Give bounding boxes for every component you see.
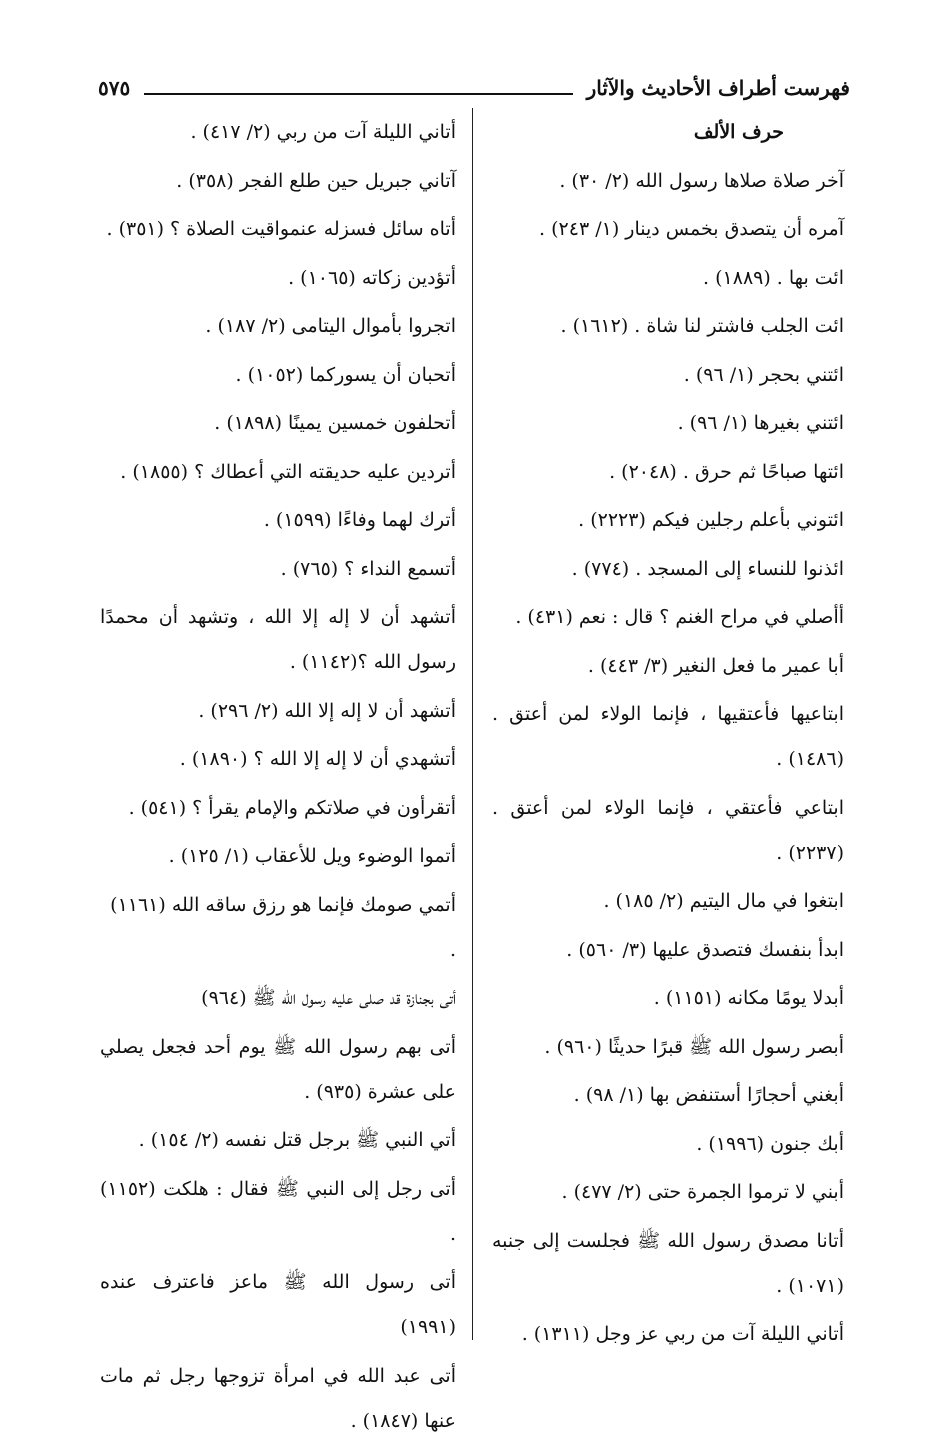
index-entry: آتاني جبريل حين طلع الفجر (٣٥٨) . — [176, 169, 456, 192]
index-entry: ابتغوا في مال اليتيم (٢/ ١٨٥) . — [603, 890, 844, 912]
index-entry: أتؤدين زكاته (١٠٦٥) . — [288, 266, 456, 289]
index-entry: أبني لا ترموا الجمرة حتى (٢/ ٤٧٧) . — [561, 1181, 844, 1203]
index-entry: آمره أن يتصدق بخمس دينار (١/ ٢٤٣) . — [539, 218, 844, 240]
index-entry: أتردين عليه حديقته التي أعطاك ؟ (١٨٥٥) . — [120, 460, 456, 483]
index-entry: أتقرأون في صلاتكم والإمام يقرأ ؟ (٥٤١) . — [128, 796, 456, 819]
index-entry: أأصلي في مراح الغنم ؟ قال : نعم (٤٣١) . — [515, 606, 844, 628]
index-entry: ابتاعيها فأعتقيها ، فإنما الولاء لمن أعتق . (١٤٨٦) . — [492, 703, 844, 770]
index-entry: أتشهدي أن لا إله إلا الله ؟ (١٨٩٠) . — [179, 748, 456, 770]
index-entry: أبا عمير ما فعل النغير (٣/ ٤٤٣) . — [587, 654, 844, 677]
index-entry: أبدلا يومًا مكانه (١١٥١) . — [653, 987, 844, 1009]
index-entry: أتموا الوضوء ويل للأعقاب (١/ ١٢٥) . — [168, 845, 456, 867]
index-entry: أتى بجنازة قد صلى عليه رسول الله ﷺ (٩٦٤) — [201, 987, 456, 1009]
index-entry: أتشهد أن لا إله إلا الله ، وتشهد أن محمدًا رسول الله ؟(١١٤٢) . — [100, 606, 456, 673]
index-entry: ائذنوا للنساء إلى المسجد . (٧٧٤) . — [571, 557, 844, 580]
index-entry: ائتني بحجر (١/ ٩٦) . — [683, 363, 844, 386]
index-entry: أتاني الليلة آت من ربي (٢/ ٤١٧) . — [190, 121, 456, 143]
index-entry: ابتاعي فأعتقي ، فإنما الولاء لمن أعتق . (٢٢٣٧) . — [492, 796, 844, 864]
index-entry: أتى رسول الله ﷺ ماعز فاعترف عنده (١٩٩١) — [100, 1271, 456, 1338]
index-entry: أترك لهما وفاءًا (١٥٩٩) . — [263, 509, 456, 531]
index-entry: ابدأ بنفسك فتصدق عليها (٣/ ٥٦٠) . — [566, 938, 844, 961]
left-entry-list — [100, 110, 456, 1444]
index-entry: أتمي صومك فإنما هو رزق ساقه الله (١١٦١) . — [110, 893, 456, 961]
index-entry: ائت الجلب فاشتر لنا شاة . (١٦١٢) . — [560, 315, 844, 337]
index-entry: أتى رجل إلى النبي ﷺ فقال : هلكت (١١٥٢) . — [100, 1177, 456, 1245]
index-entry: ائتني بغيرها (١/ ٩٦) . — [677, 412, 844, 434]
page-number: ٥٧٥ — [98, 76, 131, 100]
index-entry: اتجروا بأموال اليتامى (٢/ ١٨٧) . — [205, 315, 456, 337]
header-rule — [144, 93, 572, 95]
index-entry: أبك جنون (١٩٩٦) . — [696, 1132, 844, 1155]
index-entry: أتي النبي ﷺ برجل قتل نفسه (٢/ ١٥٤) . — [138, 1129, 456, 1151]
index-entry: ائتها صباحًا ثم حرق . (٢٠٤٨) . — [609, 460, 844, 483]
index-entry: أتحلفون خمسين يمينًا (١٨٩٨) . — [214, 412, 456, 434]
index-entry: آخر صلاة صلاها رسول الله (٢/ ٣٠) . — [559, 169, 844, 192]
index-entry: ائتوني بأعلم رجلين فيكم (٢٢٢٣) . — [578, 509, 844, 531]
index-entry: أتسمع النداء ؟ (٧٦٥) . — [280, 557, 456, 580]
index-entry: ائت بها . (١٨٨٩) . — [703, 266, 844, 289]
index-entry: أبصر رسول الله ﷺ قبرًا حديثًا (٩٦٠) . — [544, 1035, 844, 1058]
right-column — [492, 110, 844, 1361]
index-entry: أتحبان أن يسوركما (١٠٥٢) . — [235, 363, 456, 386]
index-entry: أتاه سائل فسزله عنمواقيت الصلاة ؟ (٣٥١) . — [106, 218, 456, 240]
right-entry-list — [492, 159, 844, 1358]
header-title: فهرست أطراف الأحاديث والآثار — [586, 76, 850, 100]
column-divider — [472, 108, 473, 1340]
running-header — [98, 70, 850, 106]
index-entry: أتشهد أن لا إله إلا الله (٢/ ٢٩٦) . — [198, 699, 456, 722]
index-entry: أبغني أحجارًا أستنفض بها (١/ ٩٨) . — [573, 1084, 844, 1106]
index-entry: أتى عبد الله في امرأة تزوجها رجل ثم مات عنها (١٨٤٧) . — [100, 1364, 456, 1432]
left-column — [100, 110, 456, 1447]
index-entry: أتاني الليلة آت من ربي عز وجل (١٣١١) . — [521, 1323, 844, 1345]
section-heading: حرف الألف — [693, 121, 784, 143]
index-entry: أتانا مصدق رسول الله ﷺ فجلست إلى جنبه (١٠٧١) . — [492, 1229, 844, 1297]
index-entry: أتى بهم رسول الله ﷺ يوم أحد فجعل يصلي على عشرة (٩٣٥) . — [100, 1035, 456, 1103]
